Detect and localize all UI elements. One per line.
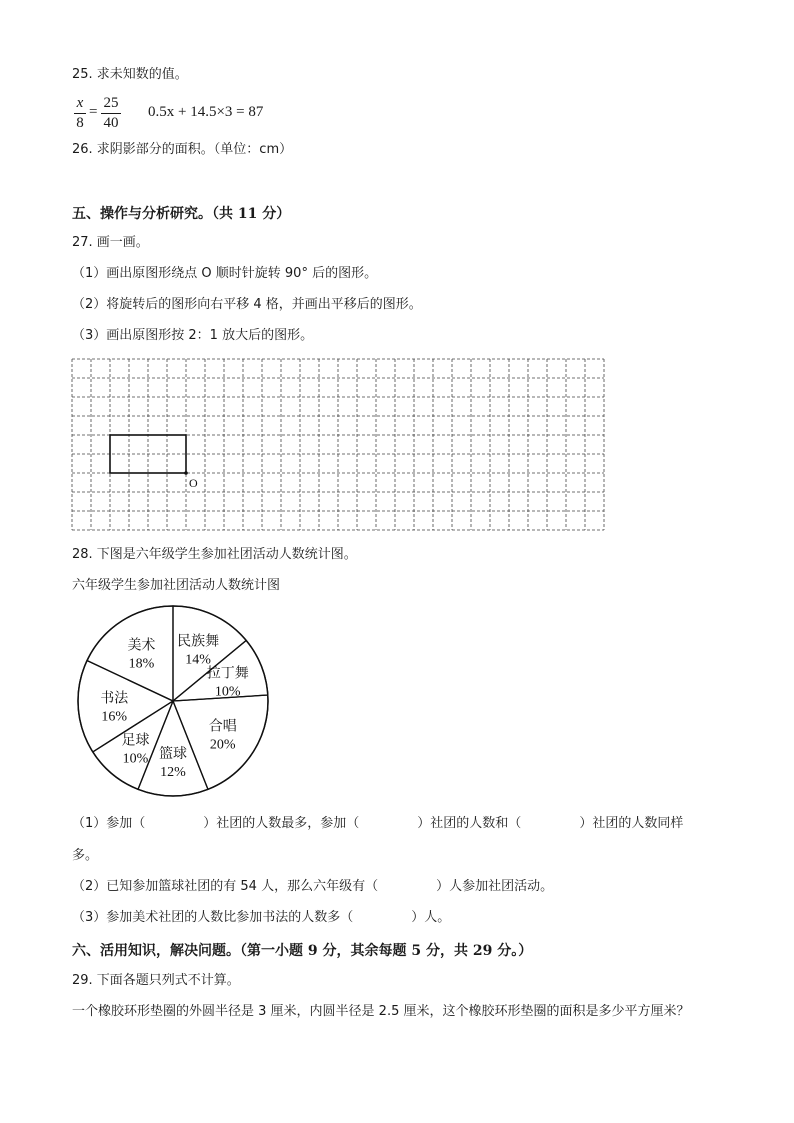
slice-percent-label: 10% — [122, 751, 149, 767]
slice-percent-label: 20% — [209, 737, 236, 753]
slice-label: 篮球 — [159, 746, 187, 762]
slice-percent-label: 18% — [128, 656, 155, 672]
pie-chart — [68, 604, 278, 804]
q28-item-1-part-c: ）社团的人数和（ — [417, 816, 522, 831]
q28-item-3-part-b: ）人。 — [411, 910, 451, 925]
fraction-x-over-8 — [74, 95, 86, 132]
slice-label: 民族舞 — [177, 634, 220, 650]
slice-label: 拉丁舞 — [206, 666, 249, 682]
fraction-denominator: 8 — [76, 115, 84, 131]
slice-label: 合唱 — [208, 719, 237, 735]
slice-label: 美术 — [127, 638, 156, 654]
q27-item-3: （3）画出原图形按 2：1 放大后的图形。 — [72, 328, 314, 343]
drawing-grid[interactable] — [71, 358, 605, 533]
q27-item-2: （2）将旋转后的图形向右平移 4 格，并画出平移后的图形。 — [72, 297, 422, 312]
point-o — [184, 471, 188, 475]
q28-item-3 — [72, 909, 450, 927]
slice-percent-label: 14% — [185, 652, 211, 668]
q28-item-2-part-a: （2）已知参加篮球社团的有 54 人，那么六年级有（ — [72, 879, 379, 894]
q28-item-1-cont: 多。 — [72, 848, 99, 863]
section5-heading: 五、操作与分析研究。（共 11 分） — [72, 206, 291, 222]
q25-title: 25. 求未知数的值。 — [72, 67, 188, 82]
q28-item-3-part-a: （3）参加美术社团的人数比参加书法的人数多（ — [72, 910, 354, 925]
q28-item-1-part-b: ）社团的人数最多，参加（ — [203, 816, 360, 831]
fraction-25-over-40 — [101, 95, 121, 132]
q27-item-1: （1）画出原图形绕点 O 顺时针旋转 90° 后的图形。 — [72, 266, 378, 281]
fraction-numerator: 25 — [103, 95, 119, 111]
slice-label: 书法 — [100, 691, 129, 707]
slice-percent-label: 12% — [160, 764, 186, 780]
point-o-label: O — [189, 476, 198, 490]
q28-item-1 — [72, 815, 683, 833]
fraction-numerator: x — [76, 95, 84, 111]
q29-title: 29. 下面各题只列式不计算。 — [72, 973, 240, 988]
equation-2: 0.5x + 14.5×3 = 87 — [148, 104, 264, 120]
equals-sign: = — [89, 104, 98, 120]
q28-item-1-part-d: ）社团的人数同样 — [579, 816, 684, 831]
q28-item-2 — [72, 878, 553, 896]
section6-heading: 六、活用知识，解决问题。（第一小题 9 分，其余每题 5 分，共 29 分。） — [72, 943, 533, 959]
chart-title: 六年级学生参加社团活动人数统计图 — [72, 578, 281, 593]
fraction-denominator: 40 — [103, 115, 119, 131]
slice-percent-label: 16% — [101, 709, 128, 725]
q28-item-1-part-a: （1）参加（ — [72, 816, 146, 831]
q28-title: 28. 下图是六年级学生参加社团活动人数统计图。 — [72, 547, 357, 562]
q29-text: 一个橡胶环形垫圈的外圆半径是 3 厘米，内圆半径是 2.5 厘米，这个橡胶环形垫圈的面积是多少平方厘米？ — [72, 1004, 690, 1019]
slice-percent-label: 10% — [214, 684, 241, 700]
q27-title: 27. 画一画。 — [72, 235, 149, 250]
q28-item-2-part-b: ）人参加社团活动。 — [436, 879, 554, 894]
slice-label: 足球 — [121, 733, 150, 749]
q26-title: 26. 求阴影部分的面积。（单位：cm） — [72, 142, 293, 157]
